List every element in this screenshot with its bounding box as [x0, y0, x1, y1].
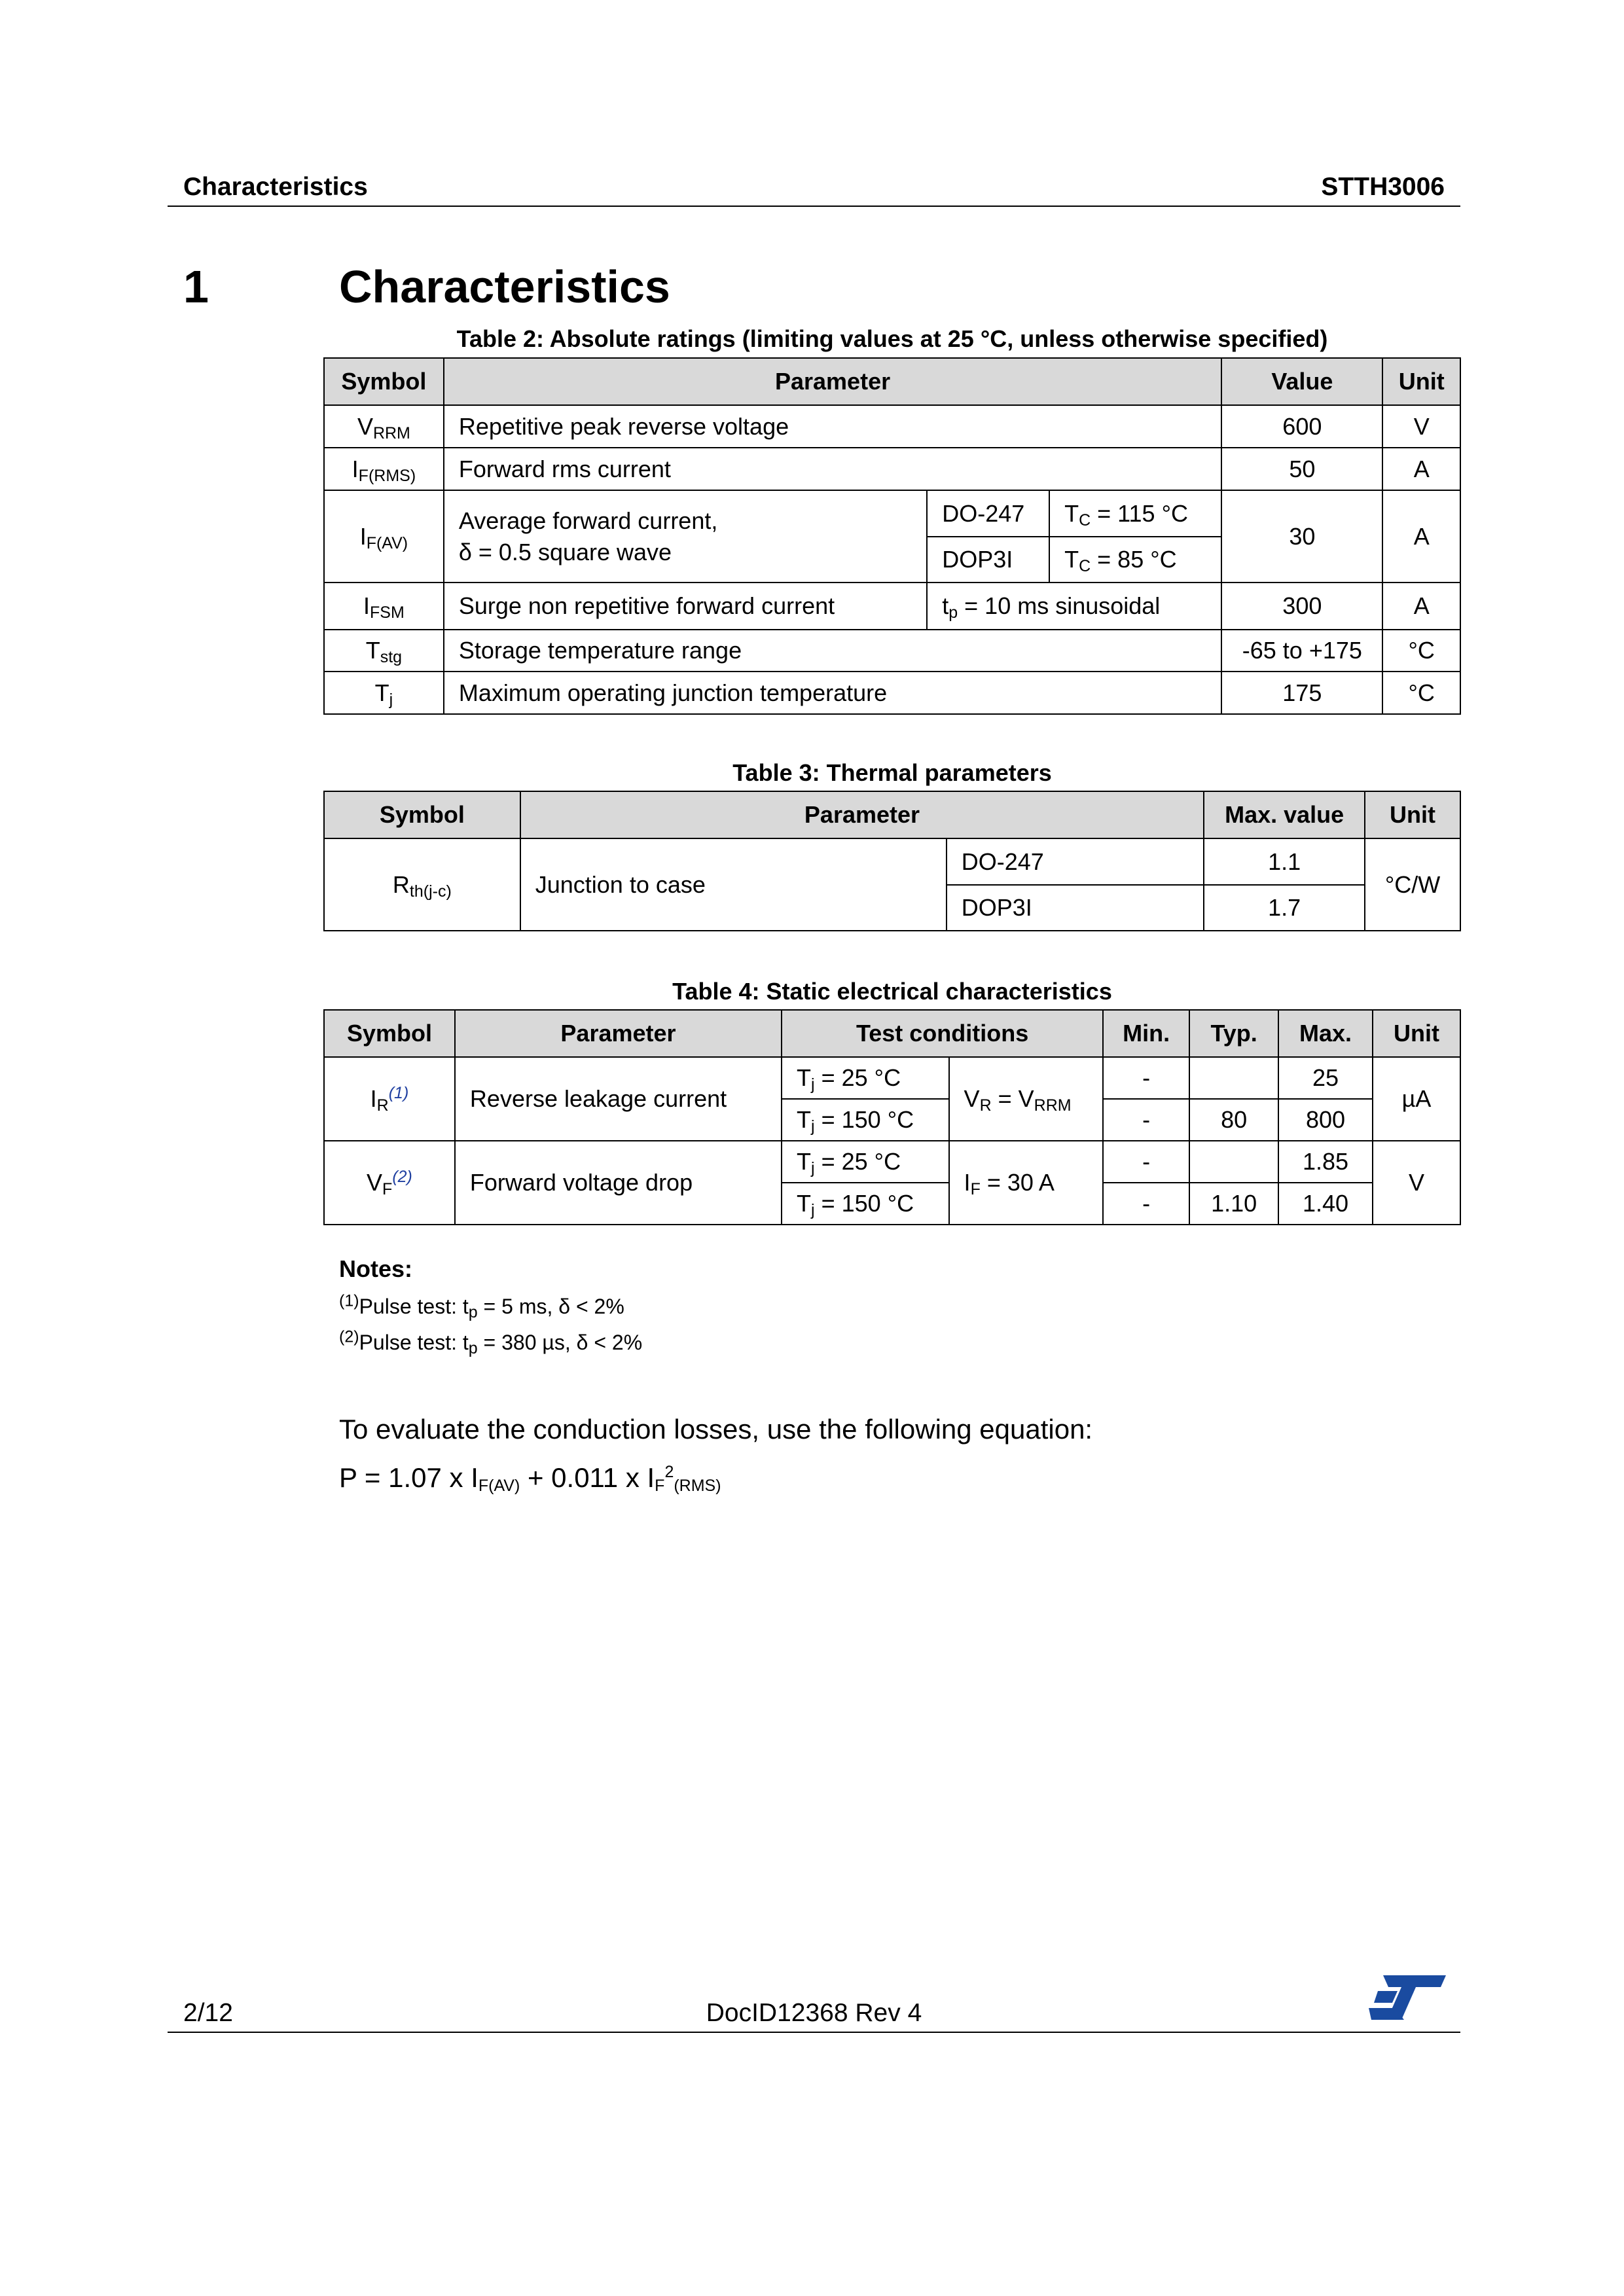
parameter-cell: Forward voltage drop [455, 1141, 782, 1225]
package-cell: DO-247 [927, 490, 1049, 537]
min-cell: - [1103, 1057, 1189, 1099]
symbol-cell: $R_{th(j-c)}$ [324, 838, 520, 931]
condition-cell: $T_j = 25$ °C [782, 1141, 949, 1183]
value-cell: -65 to +175 [1221, 630, 1382, 672]
unit-cell: °C [1382, 672, 1460, 714]
header-section-title: Characteristics [183, 173, 368, 201]
absolute-ratings-table [323, 357, 1461, 715]
table-notes [339, 1255, 642, 1355]
condition-cell: $t_p = 10$ ms sinusoidal [927, 583, 1221, 630]
col-parameter: Parameter [444, 358, 1221, 405]
col-max-value: Max. value [1204, 791, 1365, 838]
parameter-cell: Maximum operating junction temperature [444, 672, 1221, 714]
page-footer [168, 1996, 1460, 2033]
condition-cell: $T_j = 150$ °C [782, 1183, 949, 1225]
symbol-cell: $V_F^{(2)}$ [324, 1141, 455, 1225]
col-max: Max. [1278, 1010, 1373, 1057]
package-cell: DOP3I [947, 885, 1204, 931]
header-part-number: STTH3006 [1321, 173, 1445, 201]
col-parameter: Parameter [520, 791, 1204, 838]
note-ref-link[interactable]: (1) [388, 1084, 409, 1102]
document-id: DocID12368 Rev 4 [706, 1999, 922, 2027]
col-unit: Unit [1382, 358, 1460, 405]
table-row [324, 672, 1460, 714]
condition-cell: $T_j = 150$ °C [782, 1099, 949, 1141]
symbol-cell: $I_{F(RMS)}$ [324, 448, 444, 490]
max-cell: 800 [1278, 1099, 1373, 1141]
table-row [324, 1141, 1460, 1183]
note-1: $^{(1)}$Pulse test: $t_p = 5$ ms, δ < 2% [339, 1291, 624, 1321]
typ-cell: 1.10 [1189, 1183, 1278, 1225]
parameter-cell: Average forward current, δ = 0.5 square wave [444, 490, 927, 583]
section-title: Characteristics [339, 261, 670, 312]
value-cell: 600 [1221, 405, 1382, 448]
table-row [324, 490, 1460, 537]
col-unit: Unit [1365, 791, 1460, 838]
unit-cell: A [1382, 583, 1460, 630]
condition-cell: $V_R = V_{RRM}$ [949, 1057, 1104, 1141]
max-cell: 25 [1278, 1057, 1373, 1099]
col-symbol: Symbol [324, 791, 520, 838]
parameter-cell: Surge non repetitive forward current [444, 583, 927, 630]
table2-caption: Table 2: Absolute ratings (limiting values at 25 °C, unless otherwise specified) [456, 325, 1328, 352]
col-symbol: Symbol [324, 1010, 455, 1057]
table-row [324, 583, 1460, 630]
package-cell: DOP3I [927, 537, 1049, 583]
col-test-conditions: Test conditions [782, 1010, 1103, 1057]
page-header [168, 171, 1460, 207]
table-header-row [324, 1010, 1460, 1057]
st-logo-icon [1369, 1975, 1446, 2026]
table3-caption: Table 3: Thermal parameters [732, 759, 1052, 786]
table4-caption: Table 4: Static electrical characteristics [672, 978, 1112, 1005]
symbol-cell: $I_R^{(1)}$ [324, 1057, 455, 1141]
equation-intro: To evaluate the conduction losses, use the following equation: [339, 1414, 1093, 1444]
table-row [324, 630, 1460, 672]
condition-cell: $T_C = 115$ °C [1049, 490, 1221, 537]
parameter-cell: Reverse leakage current [455, 1057, 782, 1141]
symbol-cell: $I_{FSM}$ [324, 583, 444, 630]
value-cell: 30 [1221, 490, 1382, 583]
col-unit: Unit [1373, 1010, 1460, 1057]
typ-cell: 80 [1189, 1099, 1278, 1141]
typ-cell [1189, 1141, 1278, 1183]
page-number: 2/12 [183, 1999, 233, 2027]
unit-cell: V [1373, 1141, 1460, 1225]
table-row [324, 1057, 1460, 1099]
value-cell: 50 [1221, 448, 1382, 490]
min-cell: - [1103, 1099, 1189, 1141]
max-cell: 1.85 [1278, 1141, 1373, 1183]
condition-cell: $T_C = 85$ °C [1049, 537, 1221, 583]
condition-cell: $I_F = 30$ A [949, 1141, 1104, 1225]
col-typ: Typ. [1189, 1010, 1278, 1057]
conduction-loss-equation: P = 1.07 x $I_{F(AV)} + 0.011$ x $I_F^2_{(RMS)}$ [339, 1462, 721, 1495]
value-cell: 300 [1221, 583, 1382, 630]
symbol-cell: $I_{F(AV)}$ [324, 490, 444, 583]
condition-cell: $T_j = 25$ °C [782, 1057, 949, 1099]
notes-title: Notes: [339, 1255, 413, 1282]
unit-cell: °C/W [1365, 838, 1460, 931]
parameter-cell: Forward rms current [444, 448, 1221, 490]
note-ref-link[interactable]: (2) [392, 1168, 412, 1186]
thermal-parameters-table [323, 791, 1461, 931]
symbol-cell: $T_{stg}$ [324, 630, 444, 672]
parameter-cell: Junction to case [520, 838, 947, 931]
unit-cell: A [1382, 448, 1460, 490]
static-electrical-table [323, 1009, 1461, 1225]
table-row [324, 448, 1460, 490]
table-header-row [324, 791, 1460, 838]
unit-cell: µA [1373, 1057, 1460, 1141]
unit-cell: A [1382, 490, 1460, 583]
unit-cell: V [1382, 405, 1460, 448]
table-row [324, 838, 1460, 885]
unit-cell: °C [1382, 630, 1460, 672]
symbol-cell: $V_{RRM}$ [324, 405, 444, 448]
min-cell: - [1103, 1141, 1189, 1183]
col-min: Min. [1103, 1010, 1189, 1057]
parameter-cell: Repetitive peak reverse voltage [444, 405, 1221, 448]
parameter-cell: Storage temperature range [444, 630, 1221, 672]
value-cell: 1.7 [1204, 885, 1365, 931]
table-row [324, 405, 1460, 448]
package-cell: DO-247 [947, 838, 1204, 885]
col-symbol: Symbol [324, 358, 444, 405]
symbol-cell: $T_j$ [324, 672, 444, 714]
min-cell: - [1103, 1183, 1189, 1225]
table-header-row [324, 358, 1460, 405]
max-cell: 1.40 [1278, 1183, 1373, 1225]
col-parameter: Parameter [455, 1010, 782, 1057]
typ-cell [1189, 1057, 1278, 1099]
note-2: $^{(2)}$Pulse test: $t_p = 380$ µs, δ < 2% [339, 1327, 643, 1357]
value-cell: 175 [1221, 672, 1382, 714]
value-cell: 1.1 [1204, 838, 1365, 885]
section-number: 1 [183, 261, 209, 312]
col-value: Value [1221, 358, 1382, 405]
